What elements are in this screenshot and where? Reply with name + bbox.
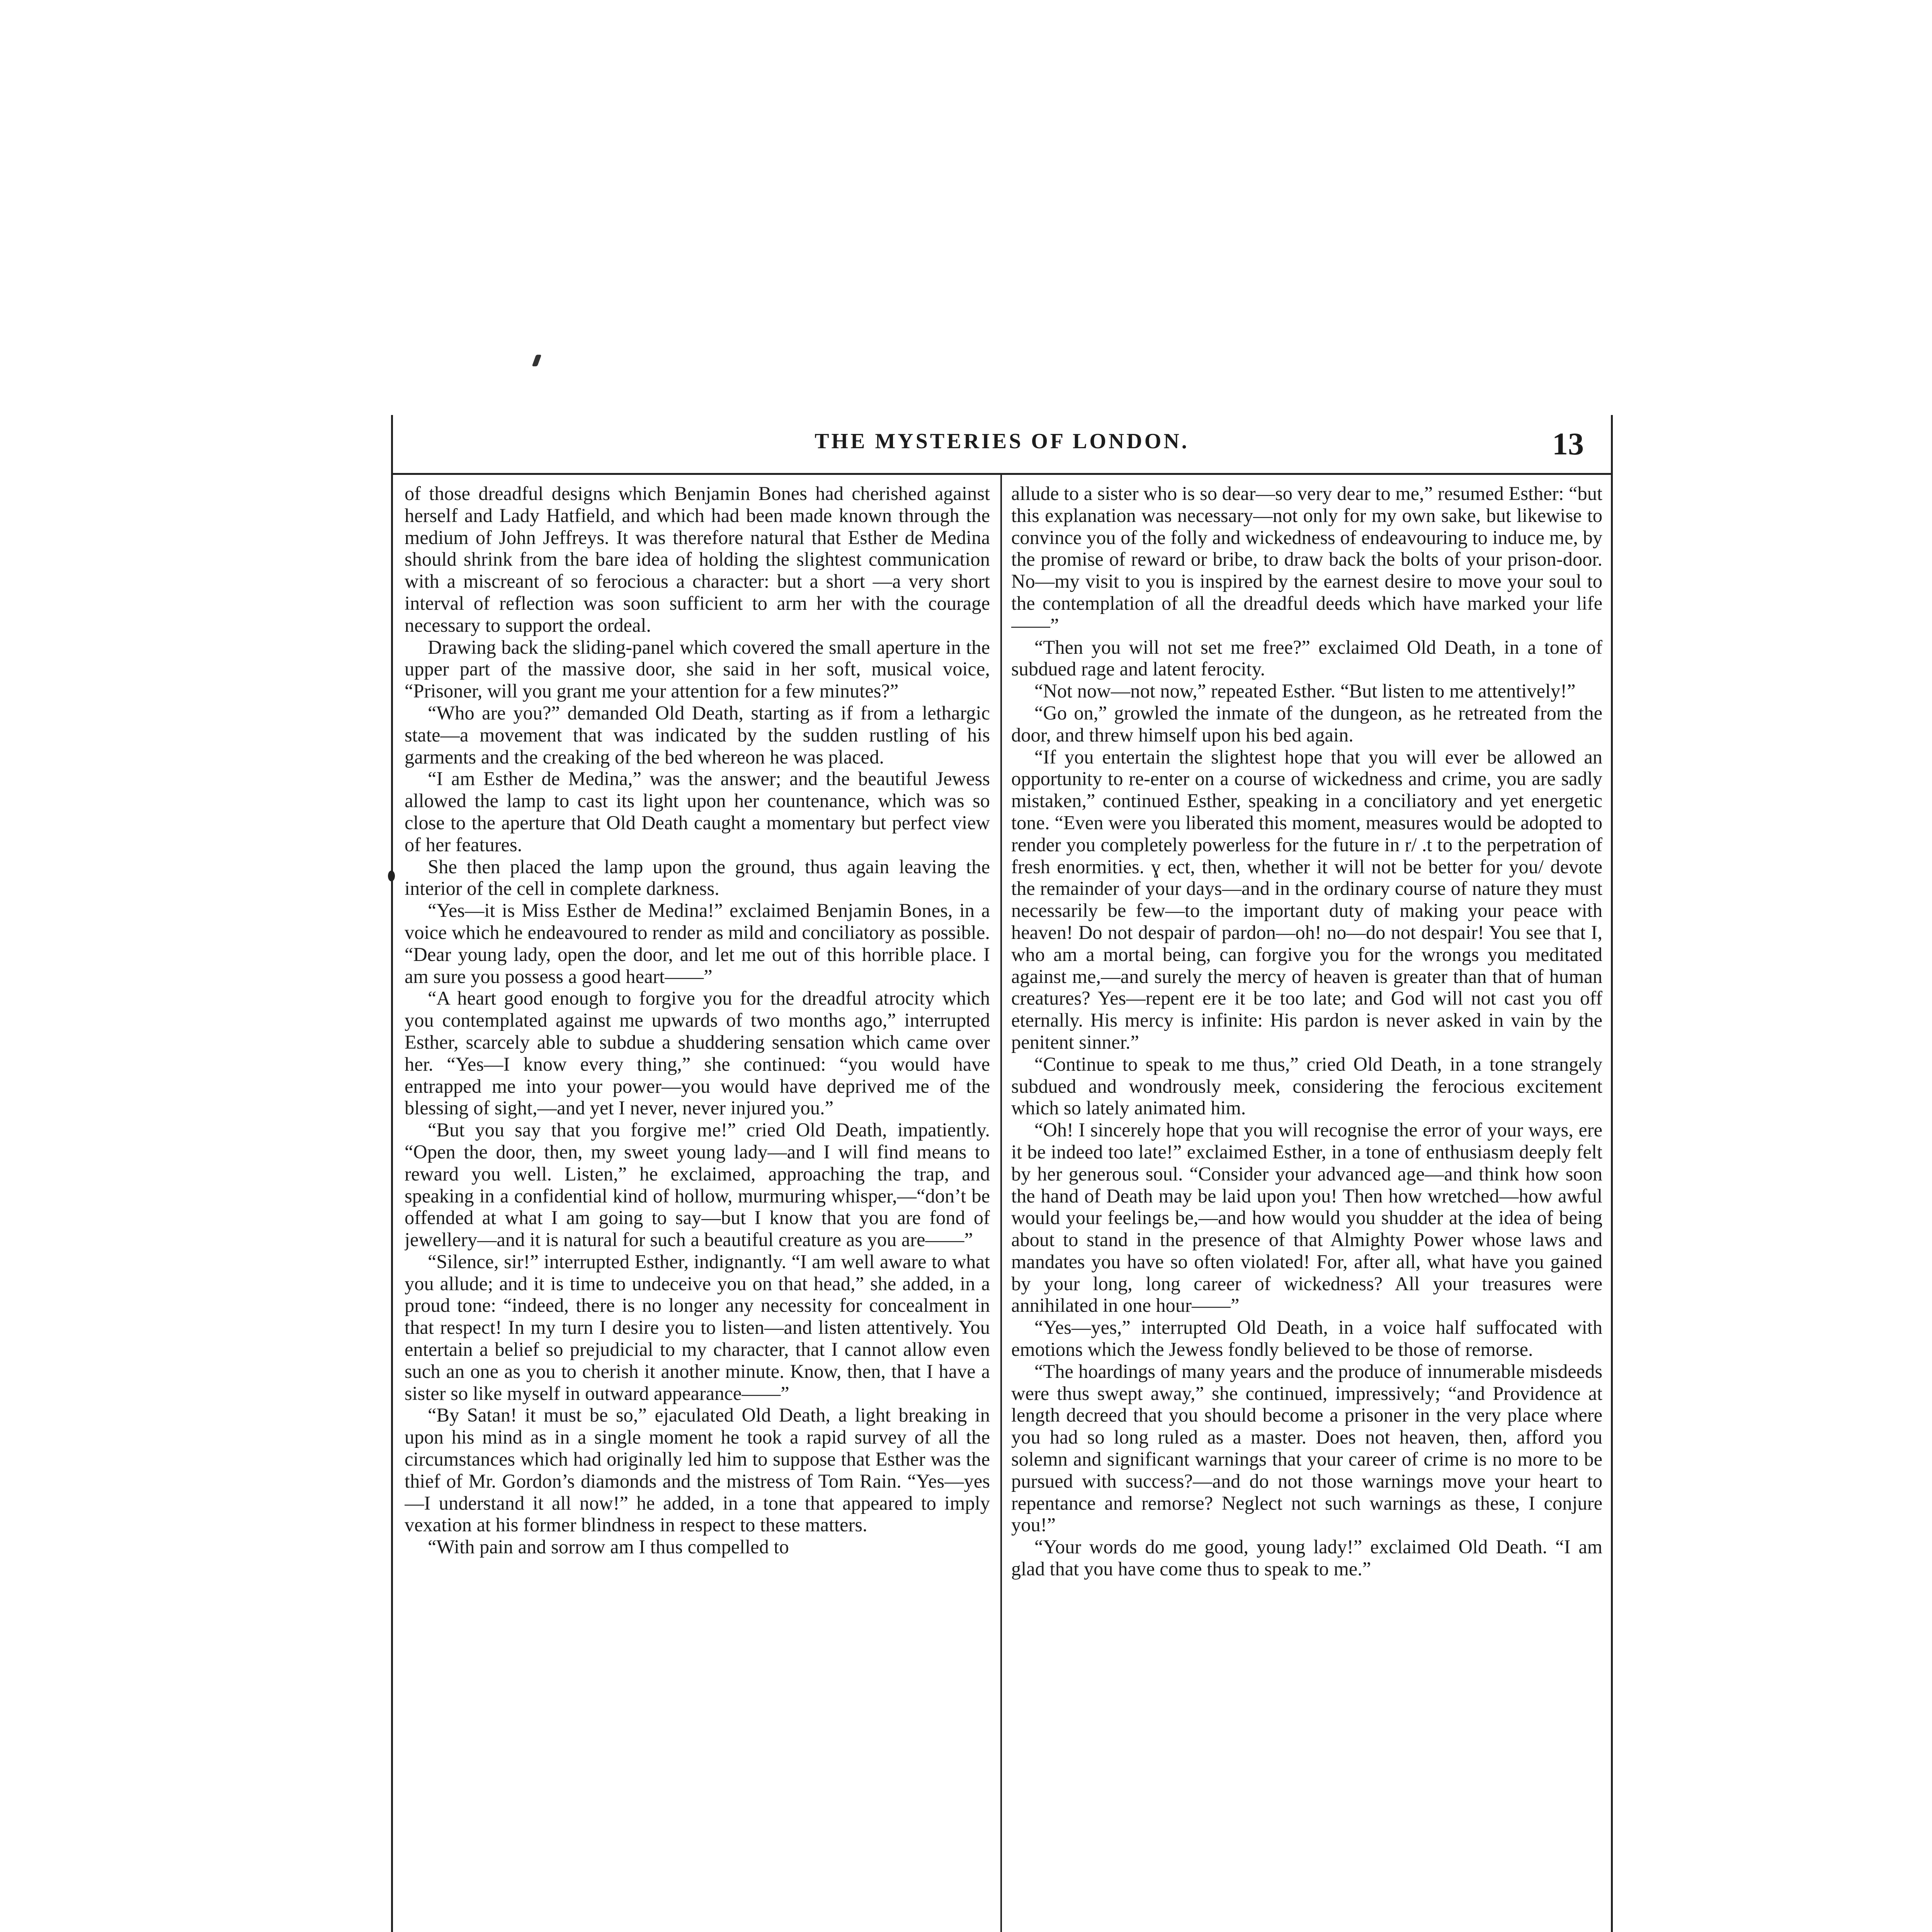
paragraph: “Then you will not set me free?” exclaimed Old Death, in a tone of subdued rage and latent ferocity. xyxy=(1011,636,1602,680)
paragraph: “Go on,” growled the inmate of the dungeon, as he retreated from the door, and threw himself upon his bed again. xyxy=(1011,702,1602,746)
paragraph: “A heart good enough to forgive you for the dreadful atrocity which you contemplated against me upwards of two months ago,” interrupted Esther, scarcely able to subdue a shuddering sensation which came over her. “Yes—I know every thing,” she continued: “you would have entrapped me into your power—you would have deprived me of the blessing of sight,—and yet I never, never injured you.” xyxy=(405,987,990,1119)
paragraph: “Not now—not now,” repeated Esther. “But listen to me attentively!” xyxy=(1034,680,1576,702)
page-number: 13 xyxy=(1552,426,1584,461)
paragraph: “Continue to speak to me thus,” cried Old Death, in a tone strangely subdued and wondrously meek, considering the ferocious excitement which so lately animated him. xyxy=(1011,1053,1602,1119)
paragraph: “If you entertain the slightest hope that you will ever be allowed an opportunity to re-enter on a course of wickedness and crime, you are sadly mistaken,” continued Esther, speaking in a conciliatory and yet energetic tone. “Even were you liberated this moment, measures would be adopted to render you completely powerless for the future in r/ .t to the perpetration of fresh enormities. ɣ ect, then, whether it will not be better for you/ devote the remainder of your days—and in the ordinary course of nature they must necessarily be few—to the important duty of making your peace with heaven! Do not despair of pardon—oh! no—do not despair! You see that I, who am a mortal being, can forgive you for the wrongs you meditated against me,—and surely the mercy of heaven is greater than that of human creatures? Yes—repent ere it be too late; and God will not cast you off eternally. His mercy is infinite: His pardon is never asked in vain by the penitent sinner.” xyxy=(1011,746,1602,1053)
column-divider xyxy=(1000,475,1002,1932)
paragraph: Drawing back the sliding-panel which covered the small aperture in the upper part of the massive door, she said in her soft, musical voice, “Prisoner, will you grant me your attention for a few minutes?” xyxy=(405,636,990,702)
right-column xyxy=(1011,483,1602,1932)
paragraph: “The hoardings of many years and the produce of innumerable misdeeds were thus swept away,” she continued, impressively; “and Providence at length decreed that you should become a prisoner in the very place where you had so long ruled as a master. Does not heaven, then, afford you solemn and significant warnings that your career of crime is no more to be pursued with success?—and do not those warnings move your heart to repentance and remorse? Neglect not such warnings as these, I conjure you!” xyxy=(1011,1360,1602,1536)
paragraph: “Silence, sir!” interrupted Esther, indignantly. “I am well aware to what you allude; and it is time to undeceive you on that head,” she added, in a proud tone: “indeed, there is no longer any necessity for concealment in that respect! In my turn I desire you to listen—and listen attentively. You entertain a belief so prejudicial to my character, that I cannot allow even such an one as you to cherish it another minute. Know, then, that I have a sister so like myself in outward appearance——” xyxy=(405,1250,990,1404)
paragraph: “Oh! I sincerely hope that you will recognise the error of your ways, ere it be indeed too late!” exclaimed Esther, in a tone of enthusiasm deeply felt by her generous soul. “Consider your advanced age—and think how soon the hand of Death may be laid upon you! Then how wretched—how awful would your feelings be,—and how would you shudder at the idea of being about to stand in the presence of that Almighty Power whose laws and mandates you have so often violated! For, after all, what have you gained by your long, long career of wickedness? All your treasures were annihilated in one hour——” xyxy=(1011,1119,1602,1316)
page-header xyxy=(393,415,1611,475)
book-page xyxy=(391,415,1613,1932)
paragraph: allude to a sister who is so dear—so very dear to me,” resumed Esther: “but this explanation was necessary—not only for my own sake, but likewise to convince you of the folly and wickedness of endeavouring to induce me, by the promise of reward or bribe, to draw back the bolts of your prison-door. No—my visit to you is inspired by the earnest desire to move your soul to the contemplation of all the dreadful deeds which have marked your life——” xyxy=(1011,483,1602,636)
stray-ink-mark xyxy=(532,355,542,366)
left-column xyxy=(405,483,990,1932)
paragraph: “With pain and sorrow am I thus compelled to xyxy=(428,1536,789,1558)
paragraph: “I am Esther de Medina,” was the answer; and the beautiful Jewess allowed the lamp to cast its light upon her countenance, which was so close to the aperture that Old Death caught a momentary but perfect view of her features. xyxy=(405,768,990,855)
paragraph: “But you say that you forgive me!” cried Old Death, impatiently. “Open the door, then, my sweet young lady—and I will find means to reward you well. Listen,” he exclaimed, approaching the trap, and speaking in a confidential kind of hollow, murmuring whisper,—“don’t be offended at what I am going to say—but I know that you are fond of jewellery—and it is natural for such a beautiful creature as you are——” xyxy=(405,1119,990,1251)
running-title: THE MYSTERIES OF LONDON. xyxy=(815,429,1189,453)
text-columns xyxy=(393,475,1611,1932)
paragraph: “Yes—yes,” interrupted Old Death, in a voice half suffocated with emotions which the Jewess fondly believed to be those of remorse. xyxy=(1011,1316,1602,1361)
paragraph: of those dreadful designs which Benjamin Bones had cherished against herself and Lady Hatfield, and which had been made known through the medium of John Jeffreys. It was therefore natural that Esther de Medina should shrink from the bare idea of holding the slightest communication with a miscreant of so ferocious a character: but a short —a very short interval of reflection was soon sufficient to arm her with the courage necessary to support the ordeal. xyxy=(405,483,990,636)
paragraph: She then placed the lamp upon the ground, thus again leaving the interior of the cell in complete darkness. xyxy=(405,855,990,900)
paragraph: “By Satan! it must be so,” ejaculated Old Death, a light breaking in upon his mind as in a single moment he took a rapid survey of all the circumstances which had originally led him to suppose that Esther was the thief of Mr. Gordon’s diamonds and the mistress of Tom Rain. “Yes—yes—I understand it all now!” he added, in a tone that appeared to imply vexation at his former blindness in respect to these matters. xyxy=(405,1404,990,1536)
paragraph: “Yes—it is Miss Esther de Medina!” exclaimed Benjamin Bones, in a voice which he endeavoured to render as mild and conciliatory as possible. “Dear young lady, open the door, and let me out of this horrible place. I am sure you possess a good heart——” xyxy=(405,900,990,987)
paragraph: “Who are you?” demanded Old Death, starting as if from a lethargic state—a movement that was indicated by the sudden rustling of his garments and the creaking of the bed whereon he was placed. xyxy=(405,702,990,768)
paragraph: “Your words do me good, young lady!” exclaimed Old Death. “I am glad that you have come thus to speak to me.” xyxy=(1011,1536,1602,1580)
